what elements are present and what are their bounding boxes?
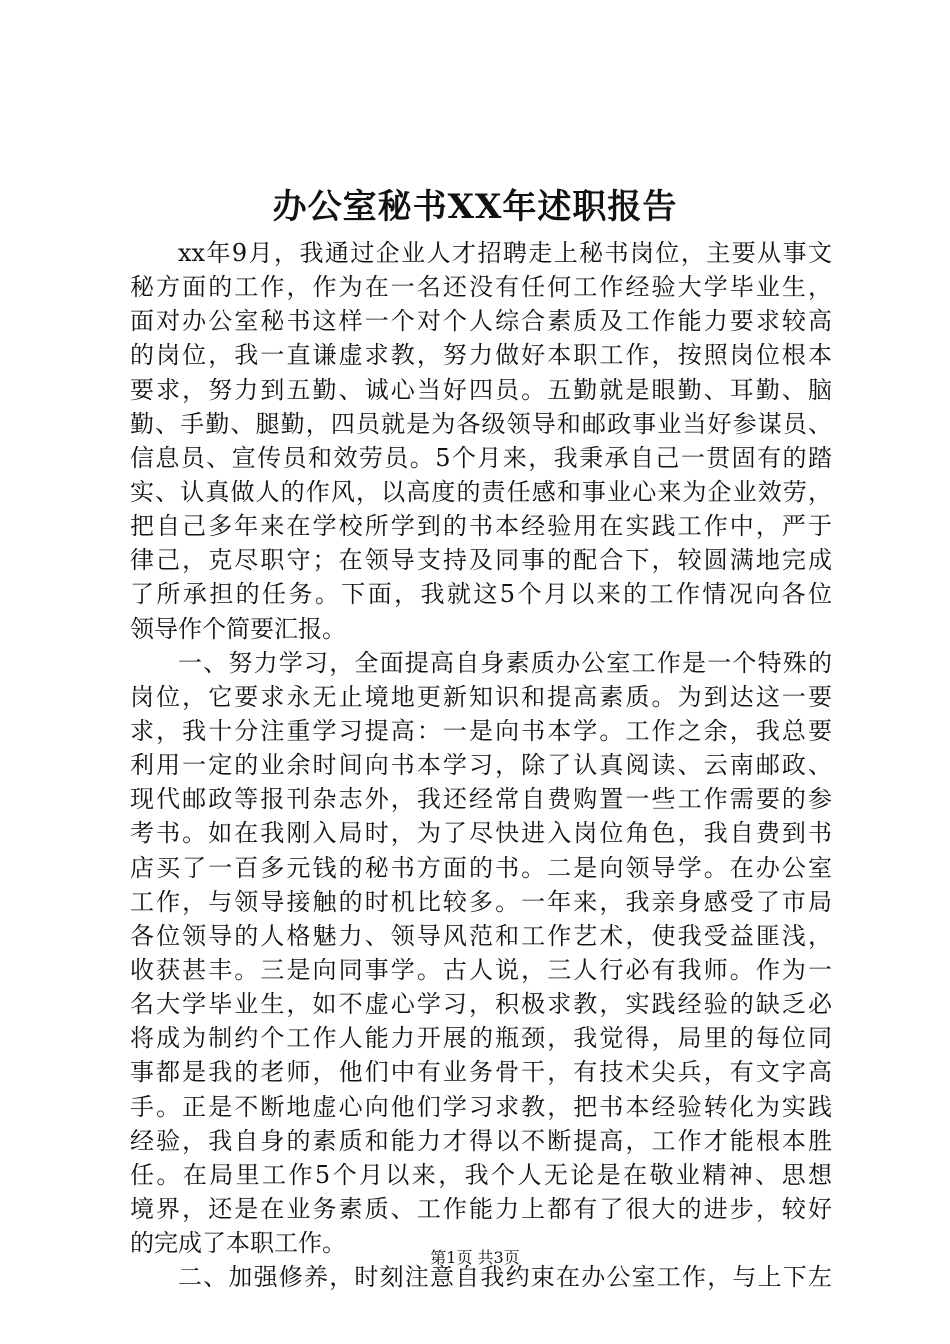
body-line: 岗位，它要求永无止境地更新知识和提高素质。为到达这一要	[130, 682, 832, 711]
body-line: 事都是我的老师，他们中有业务骨干，有技术尖兵，有文字高	[130, 1058, 832, 1087]
page-number-footer: 第1页 共3页	[430, 1248, 520, 1267]
document-title: 办公室秘书XX年述职报告	[272, 187, 678, 227]
body-line: 勤、手勤、腿勤，四员就是为各级领导和邮政事业当好参谋员、	[130, 409, 832, 438]
body-line: xx年9月，我通过企业人才招聘走上秘书岗位，主要从事文	[178, 239, 832, 267]
body-line: 手。正是不断地虚心向他们学习求教，把书本经验转化为实践	[130, 1092, 832, 1121]
body-line: 求，我十分注重学习提高：一是向书本学。工作之余，我总要	[130, 716, 832, 745]
body-line: 各位领导的人格魅力、领导风范和工作艺术，使我受益匪浅，	[130, 921, 832, 950]
body-line: 收获甚丰。三是向同事学。古人说，三人行必有我师。作为一	[130, 955, 832, 984]
body-line: 店买了一百多元钱的秘书方面的书。二是向领导学。在办公室	[130, 853, 832, 882]
body-line: 将成为制约个工作人能力开展的瓶颈，我觉得，局里的每位同	[130, 1024, 832, 1053]
body-line: 信息员、宣传员和效劳员。5个月来，我秉承自己一贯固有的踏	[130, 443, 832, 472]
body-line: 领导作个简要汇报。	[130, 614, 346, 643]
body-line: 工作，与领导接触的时机比较多。一年来，我亲身感受了市局	[130, 887, 832, 916]
body-line: 现代邮政等报刊杂志外，我还经常自费购置一些工作需要的参	[130, 785, 832, 814]
body-line: 经验，我自身的素质和能力才得以不断提高，工作才能根本胜	[130, 1126, 832, 1155]
body-line: 要求，努力到五勤、诚心当好四员。五勤就是眼勤、耳勤、脑	[130, 375, 832, 404]
body-line: 二、加强修养，时刻注意自我约束在办公室工作，与上下左	[178, 1263, 832, 1292]
body-line: 的完成了本职工作。	[130, 1229, 346, 1258]
body-line: 境界，还是在业务素质、工作能力上都有了很大的进步，较好	[130, 1194, 832, 1223]
body-line: 利用一定的业余时间向书本学习，除了认真阅读、云南邮政、	[130, 751, 832, 780]
body-line: 名大学毕业生，如不虚心学习，积极求教，实践经验的缺乏必	[130, 990, 832, 1019]
body-line: 秘方面的工作，作为在一名还没有任何工作经验大学毕业生，	[130, 273, 832, 302]
document-body	[130, 236, 832, 1294]
body-line: 把自己多年来在学校所学到的书本经验用在实践工作中，严于	[130, 512, 832, 541]
body-line: 的岗位，我一直谦虚求教，努力做好本职工作，按照岗位根本	[130, 341, 832, 370]
body-line: 任。在局里工作5个月以来，我个人无论是在敬业精神、思想	[130, 1160, 832, 1189]
body-line: 一、努力学习，全面提高自身素质办公室工作是一个特殊的	[178, 648, 832, 677]
body-line: 了所承担的任务。下面，我就这5个月以来的工作情况向各位	[130, 580, 832, 609]
body-line: 考书。如在我刚入局时，为了尽快进入岗位角色，我自费到书	[130, 819, 832, 848]
body-line: 律己，克尽职守；在领导支持及同事的配合下，较圆满地完成	[130, 546, 832, 575]
body-line: 实、认真做人的作风，以高度的责任感和事业心来为企业效劳，	[130, 477, 832, 506]
body-line: 面对办公室秘书这样一个对个人综合素质及工作能力要求较高	[130, 307, 832, 336]
